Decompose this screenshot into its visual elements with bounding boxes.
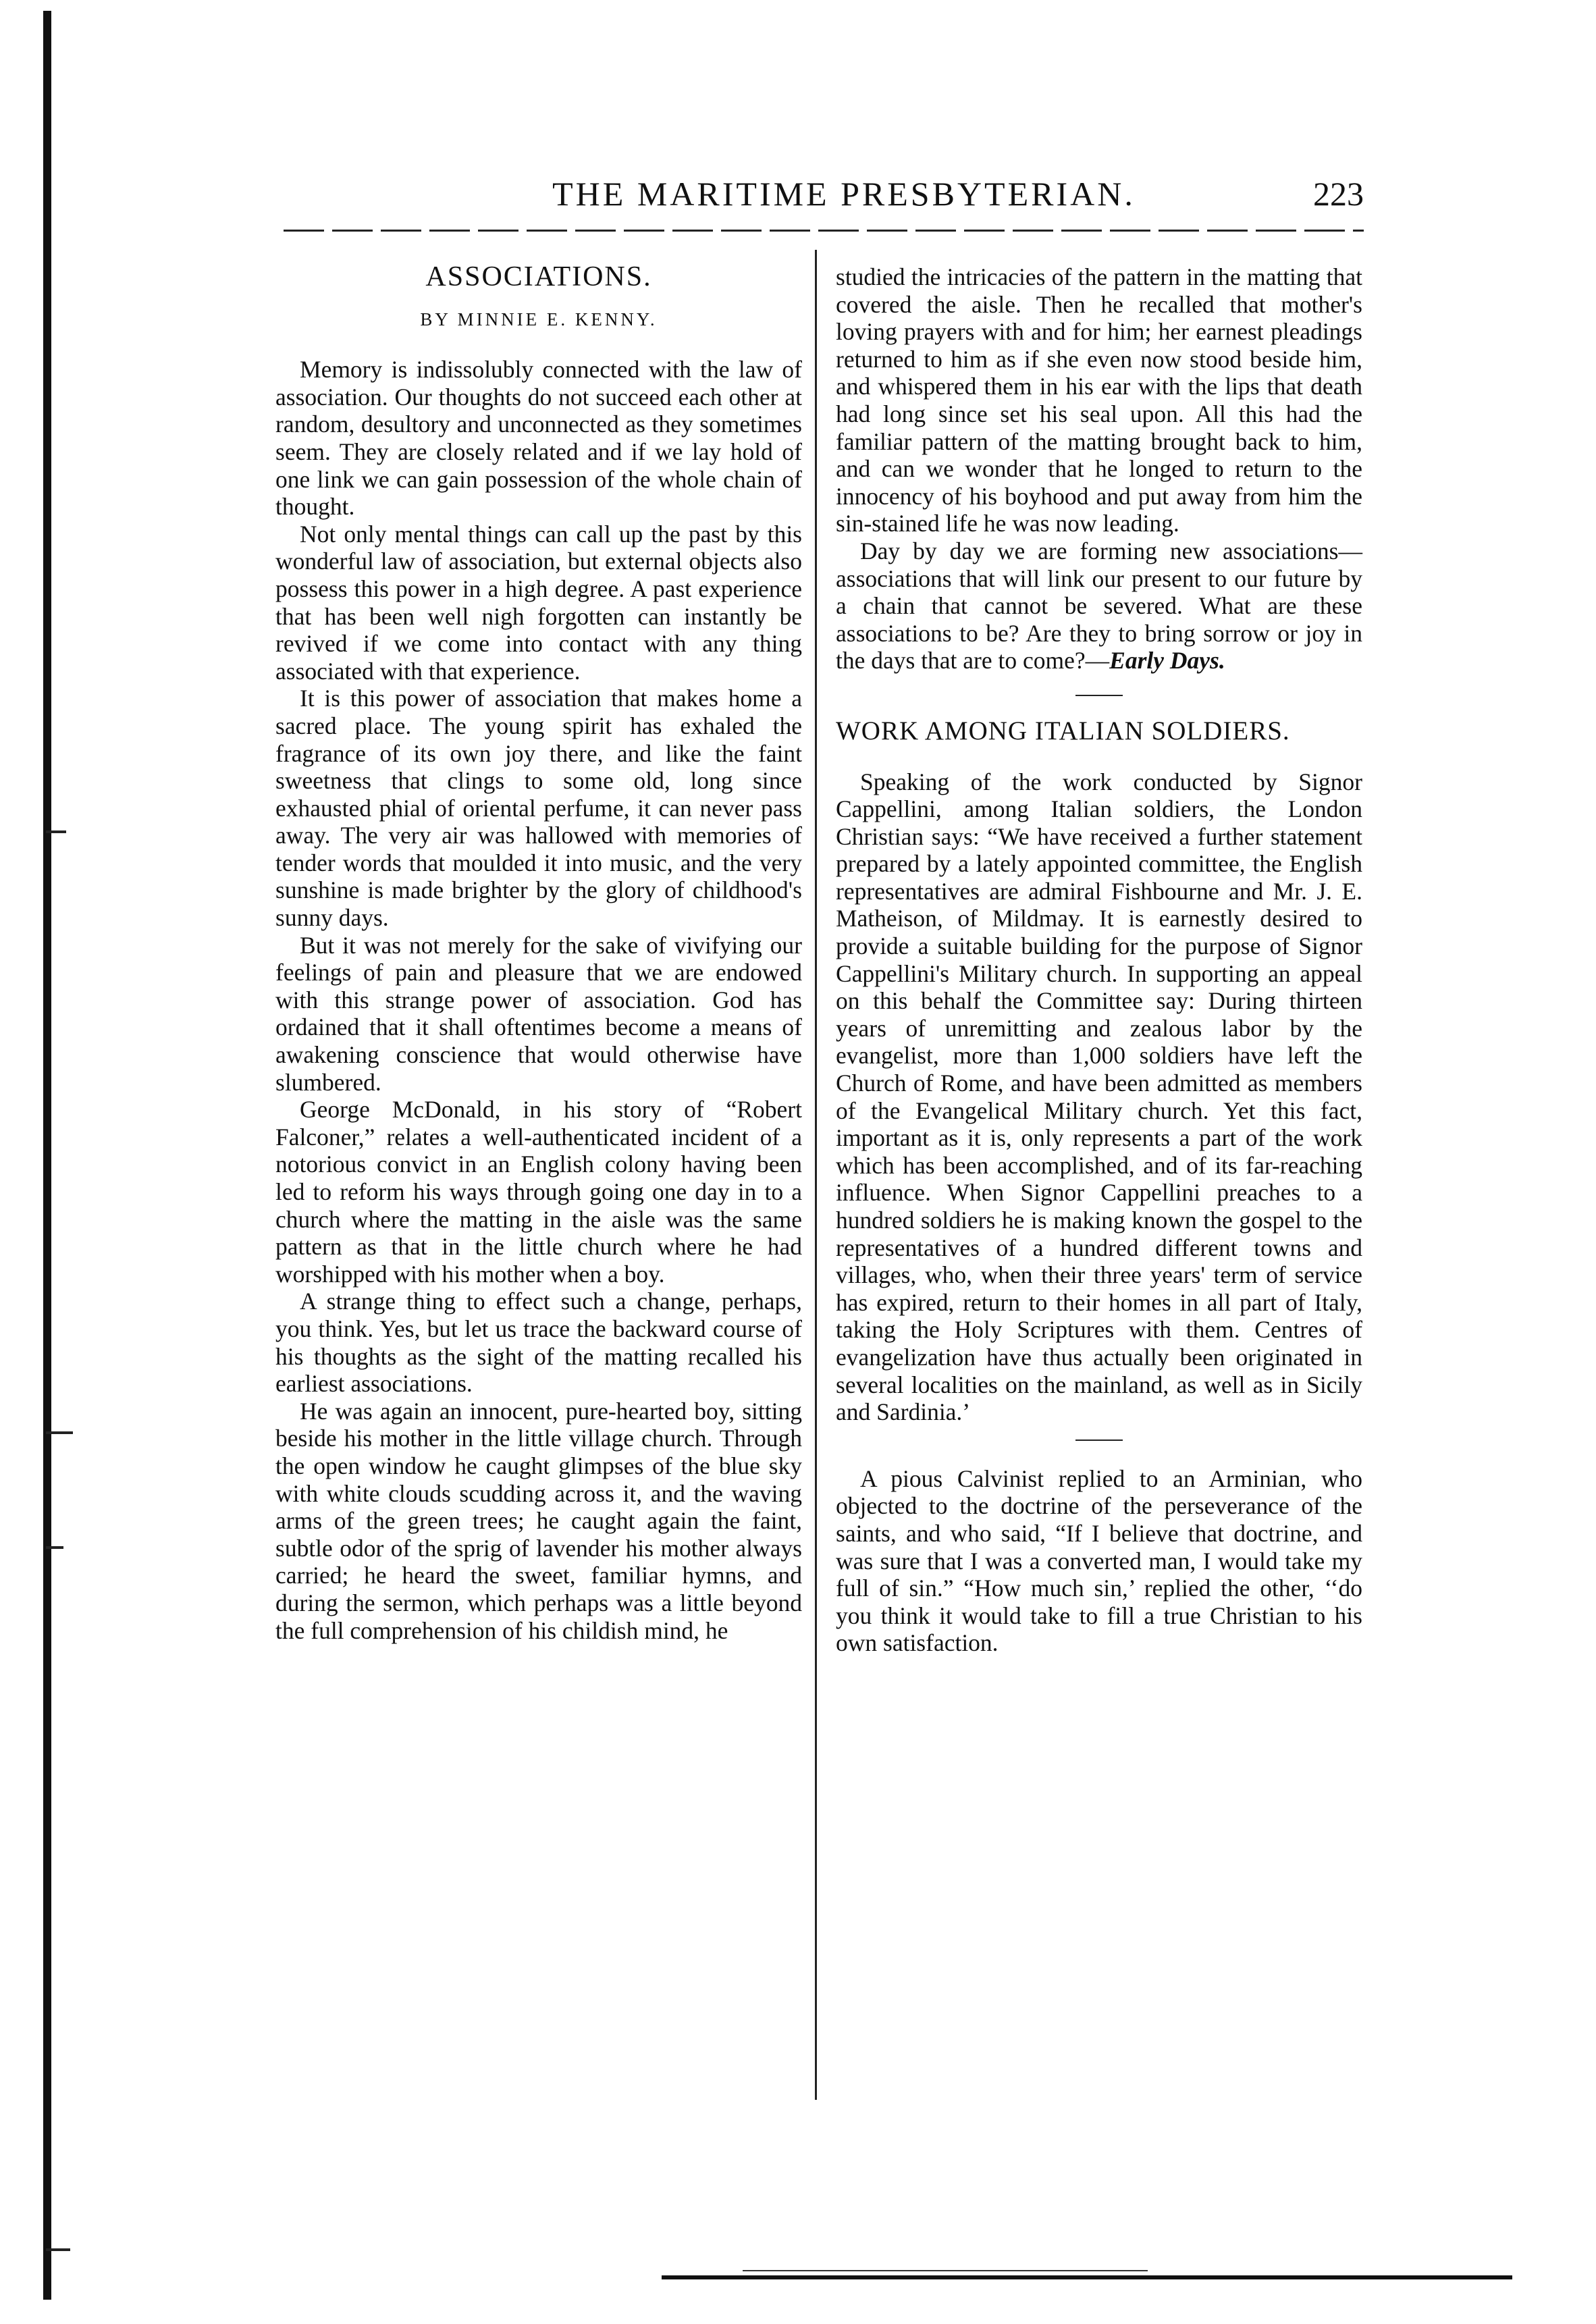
- section-rule: [1075, 1440, 1123, 1441]
- article-title: ASSOCIATIONS.: [425, 261, 652, 292]
- source-signature: Early Days.: [1109, 647, 1225, 675]
- paragraph: George McDonald, in his story of “Robert Falconer,” relates a well-authenticated incident of a notorious convict in an English colony having been led to reform his ways through going one day in to a church where the matting in the aisle was the same pattern as that in the little church where he had worshipped with his mother when a boy.: [275, 1096, 802, 1288]
- paragraph: But it was not merely for the sake of vivifying our feelings of pain and pleasure that we are endowed with this strange power of association. God has ordained that it shall oftentimes become a means of awakening conscience that would otherwise have slumbered.: [275, 931, 802, 1096]
- paragraph: A pious Calvinist replied to an Arminian, who objected to the doctrine of the perseverance of the saints, and who said, “If I believe that doctrine, and was sure that I was a converted man, I would take my full of sin.” “How much sin,’ replied the other, ‘‘do you think it would take to fill a true Christian to his own satisfaction.: [836, 1464, 1362, 1657]
- continued-paragraph: studied the intricacies of the pattern in the matting that covered the aisle. Then he recalled that mother's loving prayers with and for him; her earnest pleadings returned to him as if she even now stood beside him, and whispered them in his ear with the lips that death had long since set his seal upon. All this had the familiar pattern of the matting brought back to him, and can we wonder that he longed to return to the innocency of his boyhood and put away from him the sin-stained life he was now leading.: [836, 263, 1362, 537]
- column-divider: [815, 250, 817, 2100]
- binding-marks: [41, 0, 101, 2324]
- paragraph: [836, 537, 1362, 675]
- section-title: WORK AMONG ITALIAN SOLDIERS.: [836, 716, 1290, 745]
- footer-rule-thin: [743, 2270, 1148, 2271]
- closing-text: Day by day we are forming new associations—associations that will link our present to our future by a chain that cannot be severed. What are these associations to be? Are they to bring sorrow or joy in the days that are to come?—: [836, 537, 1362, 675]
- paragraph: A strange thing to effect such a change, perhaps, you think. Yes, but let us trace the backward course of his thoughts as the sight of the matting recalled his earliest associations.: [275, 1288, 802, 1398]
- article-byline: BY MINNIE E. KENNY.: [420, 309, 658, 329]
- left-column: [275, 263, 802, 1644]
- paragraph: Memory is indissolubly connected with the law of association. Our thoughts do not succeed each other at random, desultory and unconnected as they sometimes seem. They are closely related and if we lay hold of one link we can gain possession of the whole chain of thought.: [275, 356, 802, 521]
- page-number: 223: [1313, 175, 1364, 213]
- paragraph: Speaking of the work conducted by Signor Cappellini, among Italian soldiers, the London Christian says: “We have received a further statement prepared by a lately appointed committee, the English representatives are admiral Fishbourne and Mr. J. E. Matheison, of Mildmay. It is earnestly desired to provide a suitable building for the purpose of Signor Cappellini's Military church. In supporting an appeal on this behalf the Committee say: During thirteen years of unremitting and zealous labor by the evangelist, more than 1,000 soldiers have left the Church of Rome, and have been admitted as members of the Evangelical Military church. Yet this fact, important as it is, only represents a part of the work which has been accomplished, and of its far-reaching influence. When Signor Cappellini preaches to a hundred soldiers he is making known the gospel to the representatives of a hundred different towns and villages, who, when their three years' term of service has expired, return to their homes in all part of Italy, taking the Holy Scriptures with them. Centres of evangelization have thus actually been originated in several localities on the mainland, as well as in Sicily and Sardinia.’: [836, 768, 1362, 1426]
- paragraph: He was again an innocent, pure-hearted boy, sitting beside his mother in the little village church. Through the open window he caught glimpses of the blue sky with white clouds scudding across it, and the waving arms of the green trees; he caught again the faint, subtle odor of the sprig of lavender his mother always carried; he heard the sweet, familiar hymns, and during the sermon, which perhaps was a little beyond the full comprehension of his childish mind, he: [275, 1397, 802, 1644]
- page-header: [270, 174, 1364, 221]
- section-rule: [1075, 695, 1123, 696]
- paragraph: It is this power of association that makes home a sacred place. The young spirit has exhaled the fragrance of its own joy there, and like the faint sweetness that clings to some old, long since exhausted phial of oriental perfume, it can never pass away. The very air was hallowed with memories of tender words that moulded it into music, and the very sunshine is made brighter by the glory of childhood's sunny days.: [275, 685, 802, 932]
- header-rule: [284, 230, 1364, 232]
- right-column: [836, 263, 1362, 1657]
- paragraph: Not only mental things can call up the past by this wonderful law of association, but external objects also possess this power in a high degree. A past experience that has been well nigh forgotten can instantly be revived if we come into contact with any thing associated with that experience.: [275, 520, 802, 685]
- footer-rule: [662, 2275, 1512, 2279]
- running-head: THE MARITIME PRESBYTERIAN.: [552, 175, 1136, 213]
